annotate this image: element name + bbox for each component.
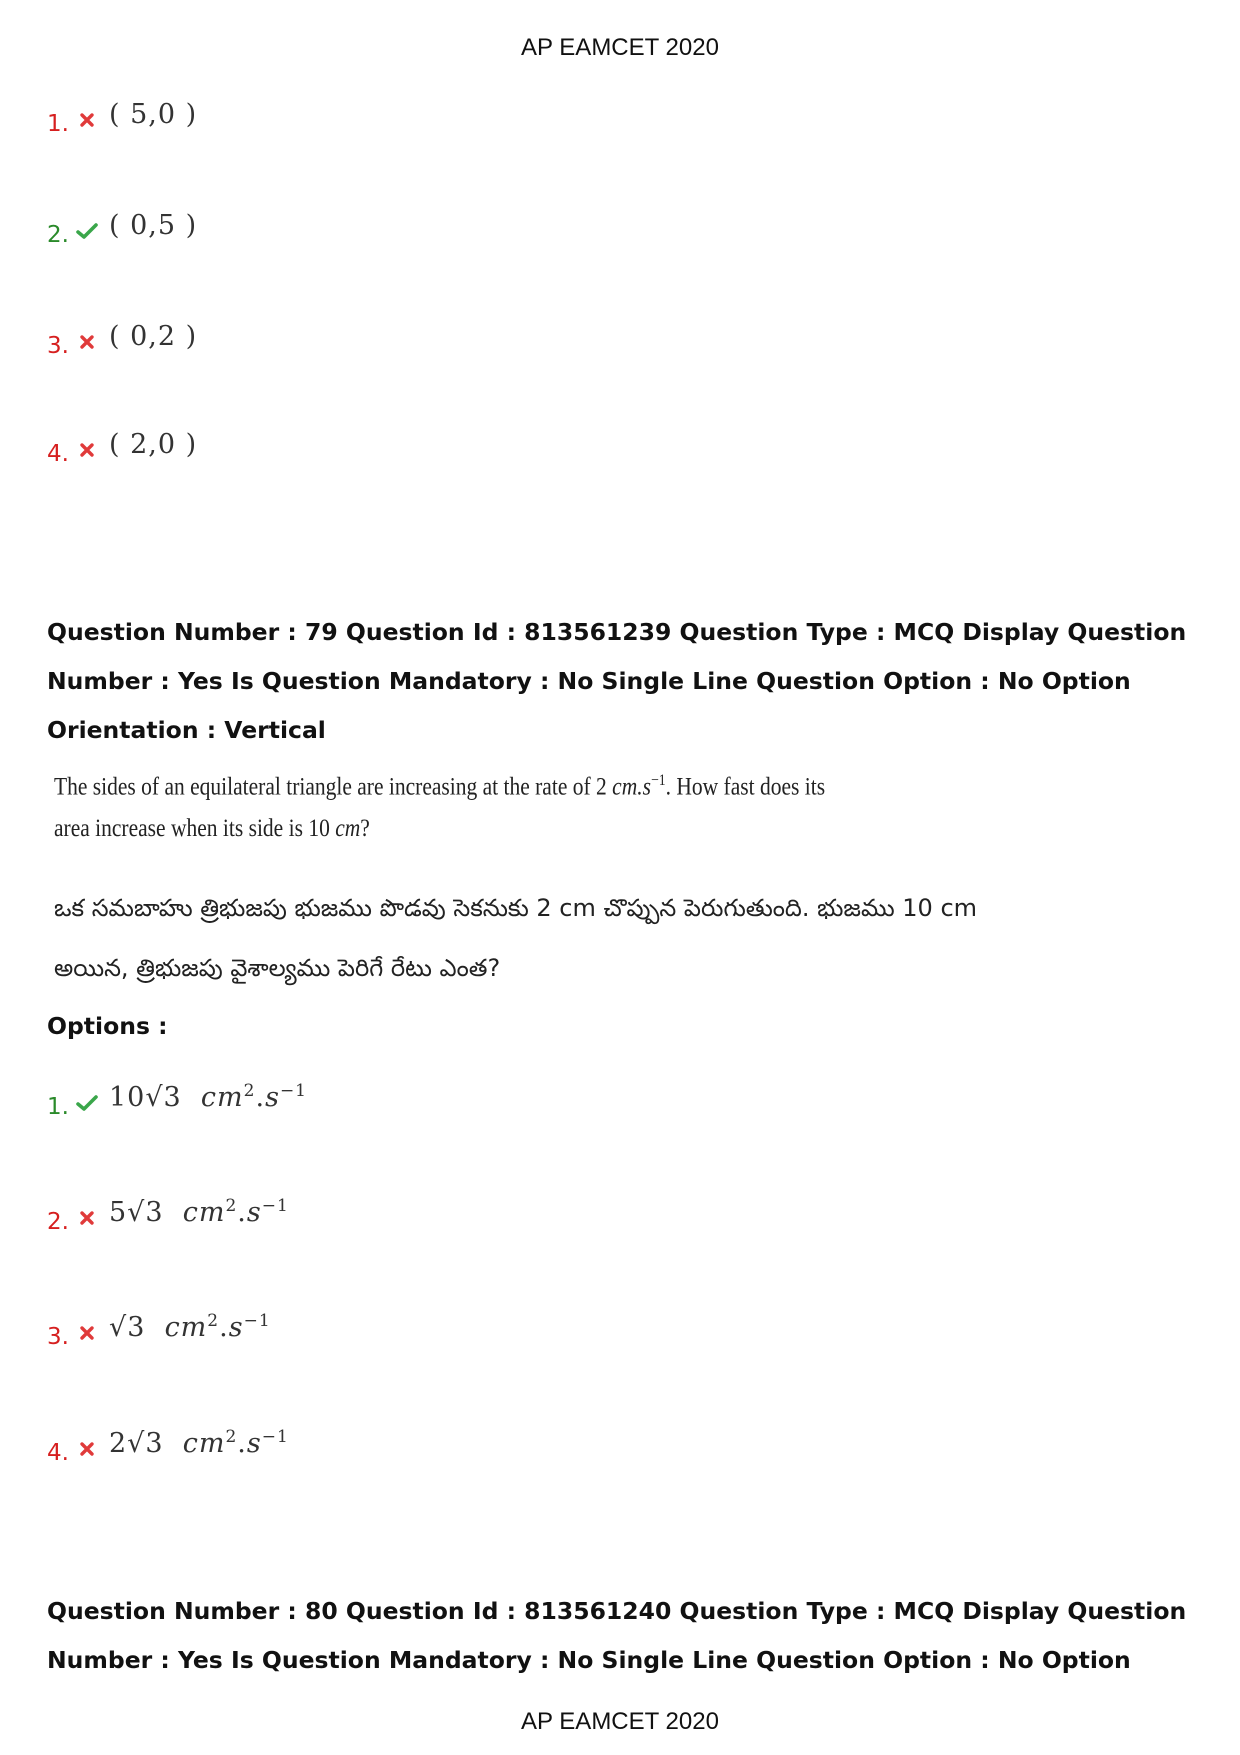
page-header: AP EAMCET 2020: [521, 34, 719, 61]
option-number: 2.: [47, 222, 69, 248]
cross-icon: [75, 1321, 99, 1345]
page-footer: AP EAMCET 2020: [521, 1708, 719, 1735]
check-icon: [75, 219, 99, 243]
option-value: 5√3 $cm^2.s^{-1}$: [109, 1196, 289, 1228]
option-number: 1.: [47, 111, 69, 137]
prev-option-2[interactable]: [47, 203, 197, 253]
option-value: ( 0,2 ): [109, 320, 198, 352]
option-value: √3 $cm^2.s^{-1}$: [109, 1311, 271, 1343]
prev-option-3[interactable]: [47, 314, 197, 364]
option-number: 4.: [47, 441, 69, 467]
option-number: 2.: [47, 1209, 69, 1235]
option-number: 1.: [47, 1094, 69, 1120]
question-80-meta: [47, 1587, 1197, 1685]
cross-icon: [75, 438, 99, 462]
option-value: ( 0,5 ): [109, 209, 198, 241]
option-value: ( 5,0 ): [109, 98, 198, 130]
cross-icon: [75, 1437, 99, 1461]
cross-icon: [75, 108, 99, 132]
q79-option-3[interactable]: [47, 1305, 271, 1355]
meta-line: Number : Yes Is Question Mandatory : No Single Line Question Option : No Option: [47, 1646, 1131, 1674]
option-value: 2√3 $cm^2.s^{-1}$: [109, 1427, 289, 1459]
option-number: 3.: [47, 1324, 69, 1350]
meta-line: Number : Yes Is Question Mandatory : No Single Line Question Option : No Option: [47, 667, 1131, 695]
telugu-line-2: అయిన, త్రిభుజపు వైశాల్యము పెరిగే రేటు ఎంత?: [54, 954, 501, 982]
cross-icon: [75, 330, 99, 354]
prev-option-1[interactable]: [47, 92, 197, 142]
meta-line: Question Number : 80 Question Id : 813561240 Question Type : MCQ Display Question: [47, 1597, 1187, 1625]
question-79-english: [54, 760, 862, 850]
question-line-1: The sides of an equilateral triangle are increasing at the rate of 2 $cm.s^{-1}$. How fast does its: [54, 772, 826, 801]
option-value: ( 2,0 ): [109, 428, 198, 460]
question-79-meta: [47, 608, 1197, 755]
option-number: 4.: [47, 1440, 69, 1466]
q79-option-2[interactable]: [47, 1190, 289, 1240]
q79-option-4[interactable]: [47, 1421, 289, 1471]
option-value: 10√3 $cm^2.s^{-1}$: [109, 1081, 307, 1113]
question-line-2: area increase when its side is 10 cm?: [54, 815, 370, 843]
meta-line: Question Number : 79 Question Id : 813561239 Question Type : MCQ Display Question: [47, 618, 1187, 646]
meta-line: Orientation : Vertical: [47, 716, 326, 744]
option-number: 3.: [47, 333, 69, 359]
check-icon: [75, 1091, 99, 1115]
telugu-line-1: ఒక సమబాహు త్రిభుజపు భుజము పొడవు సెకనుకు 2 cm చొప్పున పెరుగుతుంది. భుజము 10 cm: [54, 894, 978, 922]
q79-option-1[interactable]: [47, 1075, 307, 1125]
prev-option-4[interactable]: [47, 422, 197, 472]
question-79-telugu: [54, 878, 1054, 998]
cross-icon: [75, 1206, 99, 1230]
options-label: Options :: [47, 1012, 168, 1040]
